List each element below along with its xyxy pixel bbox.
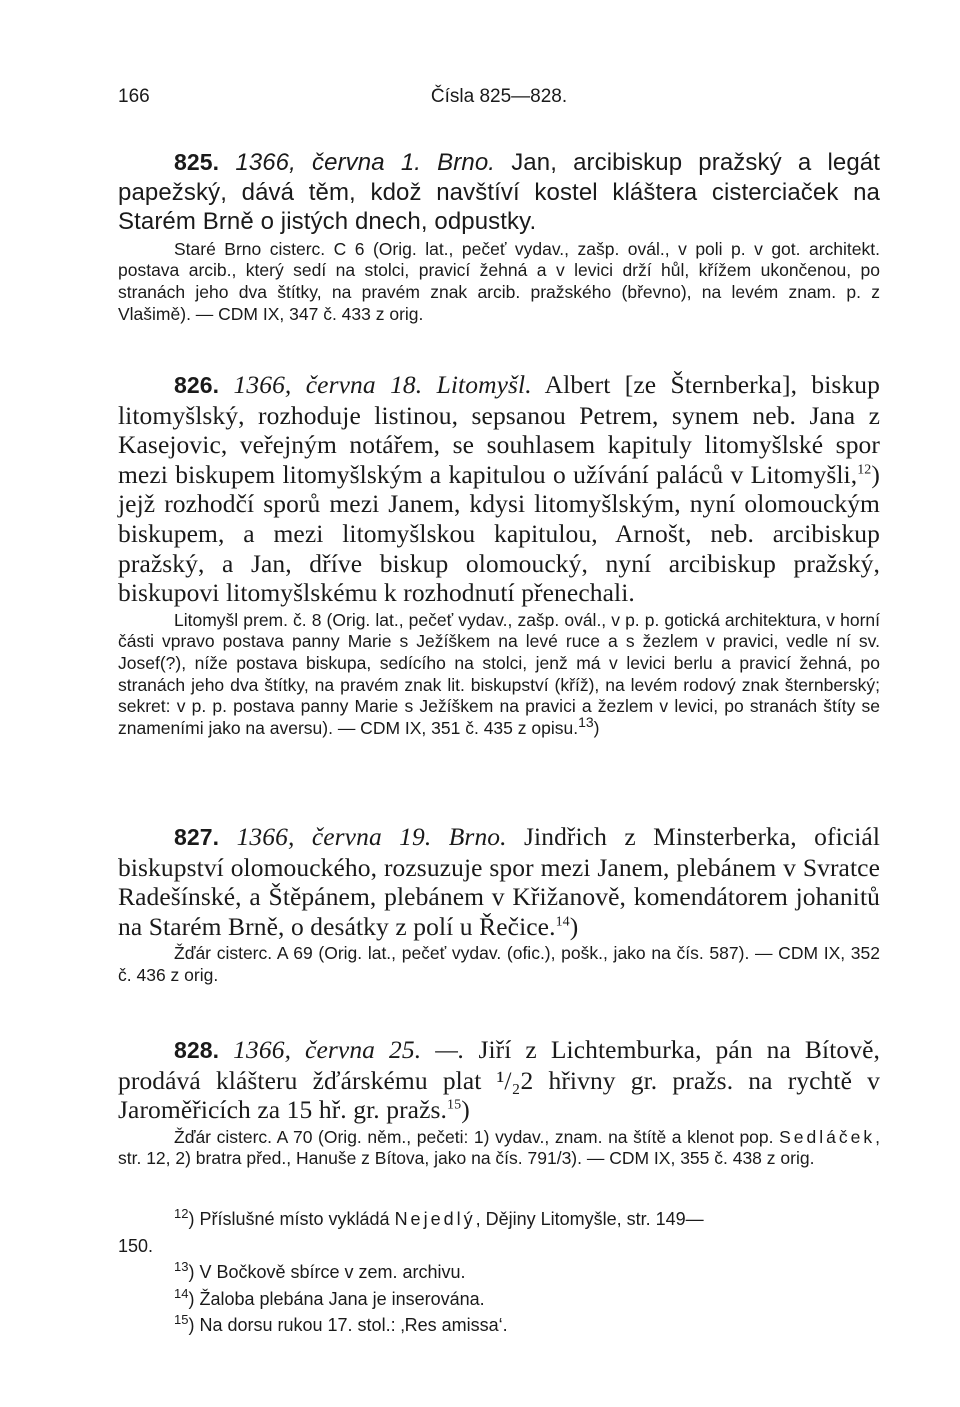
- footnote-label: 12: [174, 1206, 189, 1221]
- page-number: 166: [118, 86, 150, 107]
- entry-number: 825.: [174, 149, 220, 175]
- footnote-text: ) Příslušné místo vykládá: [188, 1209, 390, 1229]
- footnote-text: ) Žaloba plebána Jana je inserována.: [188, 1288, 485, 1309]
- description-text: Staré Brno cisterc. C 6 (Orig. lat., pečeť vydav., zašp. ovál., v poli p. v got. architekt. postava arcib., který sedí na stolci, pravicí žehná a v levici drží hůl, křížem ukončenou, po stranách jeho dva štítky, na pravém znak arcib. pražského (břevno), na levém znam. p. z Vlašimě). — CDM IX, 347 č. 433 z orig.: [118, 238, 880, 324]
- entry-summary: Albert [ze Šternberka], biskup litomyšlský, rozhoduje listinou, sepsanou Petrem, synem neb. Jana z Kasejovic, veřejným notářem, se souhlasem kapituly litomyšlské spor mezi biskupem litomyšlským a kapitulou o užívání paláců v Litomyšli,: [118, 370, 880, 489]
- footnote-label: 14: [174, 1285, 189, 1301]
- entry-number: 828.: [174, 1037, 220, 1063]
- entry-date: 1366, června 25. —.: [233, 1035, 465, 1064]
- footnote-reference[interactable]: 12: [857, 462, 872, 478]
- entry-summary-continued: ) jejž rozhodčí sporů mezi Janem, kdysi litomyšlským, nyní olomouckým biskupem, a mezi litomyšlskou kapitulou, Arnošt, neb. arcibiskup pražský, a Jan, dříve biskup olomoucký, nyní arcibiskup pražský, biskupovi litomyšlskému k rozhodnutí přenechali.: [118, 459, 880, 608]
- description-text: Žďár cisterc. A 70 (Orig. něm., pečeti: 1) vydav., znam. na štítě a klenot pop.: [174, 1126, 774, 1147]
- entry-heading-text: [118, 148, 880, 237]
- entry-heading-text: [118, 1035, 880, 1125]
- footnotes: [118, 1206, 880, 1339]
- footnote-text-end: , Dějiny Litomyšle, str. 149—: [475, 1209, 704, 1229]
- entry-826: [118, 370, 880, 739]
- spaced-name: Sedláček: [779, 1126, 876, 1147]
- entry-summary: Jiří z Lichtemburka, pán na Bítově, prodává klášteru žďárskému plat ¹/₂2 hřivny gr. pražs. na rychtě v Jaroměřicích za 15 hř. gr. pražs.: [118, 1035, 880, 1125]
- entry-825: [118, 148, 880, 325]
- entry-heading-text: [118, 370, 880, 608]
- entry-number: 827.: [174, 824, 220, 850]
- footnote-13: [118, 1259, 880, 1286]
- footnote-12: [118, 1206, 880, 1259]
- entry-number: 826.: [174, 372, 220, 398]
- header-title: Čísla 825—828.: [430, 86, 568, 107]
- running-head: [118, 86, 880, 116]
- footnote-label: 15: [174, 1312, 189, 1327]
- footnote-reference[interactable]: 13: [578, 713, 594, 730]
- description-text-end: , str. 12, 2) bratra před., Hanuše z Bítova, jako na čís. 791/3). — CDM IX, 355 č. 438 z orig.: [118, 1126, 880, 1169]
- entry-date: 1366, června 19. Brno.: [236, 822, 507, 851]
- footnote-text: ) Na dorsu rukou 17. stol.: ‚Res amissa‘.: [188, 1315, 508, 1335]
- spaced-name: Nejedlý: [394, 1209, 476, 1229]
- footnote-reference[interactable]: 14: [555, 914, 570, 930]
- entry-828: [118, 1035, 880, 1170]
- entry-summary-continued: ): [461, 1095, 470, 1125]
- footnote-14: [118, 1286, 880, 1313]
- footnote-text: ) V Bočkově sbírce v zem. archivu.: [188, 1262, 466, 1282]
- description-text-end: ): [593, 717, 600, 738]
- entry-heading-text: [118, 822, 880, 941]
- entry-description: [118, 1127, 880, 1170]
- entry-date: 1366, června 1. Brno.: [235, 149, 496, 176]
- entry-date: 1366, června 18. Litomyšl.: [233, 370, 532, 399]
- footnote-15: [118, 1312, 880, 1339]
- description-text: Litomyšl prem. č. 8 (Orig. lat., pečeť vydav., zašp. ovál., v p. p. gotická architektura, v horní části vpravo postava panny Marie s Ježíškem na levé ruce a s žezlem v pravici, vedle ní sv. Josef(?), níže postava biskupa, sedícího na stolci, jenž má v levici berlu a pravicí žehná, po stranách jeho dva štítky, na pravém znak lit. biskupství (kříž), na levém rodový znak šternberský; sekret: v p. p. postava panny Marie s Ježíškem na pravici a žezlem v levici, po stranách štíty se znameními jako na aversu). — CDM IX, 351 č. 435 z opisu.: [118, 609, 880, 738]
- entry-summary: Jan, arcibiskup pražský a legát papežský, dává těm, kdož navštíví kostel kláštera cisterciaček na Starém Brně o jistých dnech, odpustky.: [118, 149, 880, 236]
- description-text: Žďár cisterc. A 69 (Orig. lat., pečeť vydav. (ofic.), pošk., jako na čís. 587). — CDM IX, 352 č. 436 z orig.: [118, 943, 880, 985]
- entry-827: [118, 822, 880, 987]
- entry-description: [118, 610, 880, 740]
- entry-summary-continued: ): [569, 911, 579, 941]
- footnote-reference[interactable]: 15: [447, 1097, 462, 1113]
- footnote-continuation: 150.: [118, 1235, 154, 1256]
- footnote-label: 13: [174, 1259, 189, 1274]
- entry-summary: Jindřich z Minsterberka, oficiál biskupství olomouckého, rozsuzuje spor mezi Janem, plebánem v Svratce Radešínské, a Štěpánem, plebánem v Křižanově, komendátorem johanitů na Starém Brně, o desátky z polí u Řečice.: [118, 822, 880, 941]
- entry-description: [118, 943, 880, 986]
- entry-description: [118, 239, 880, 325]
